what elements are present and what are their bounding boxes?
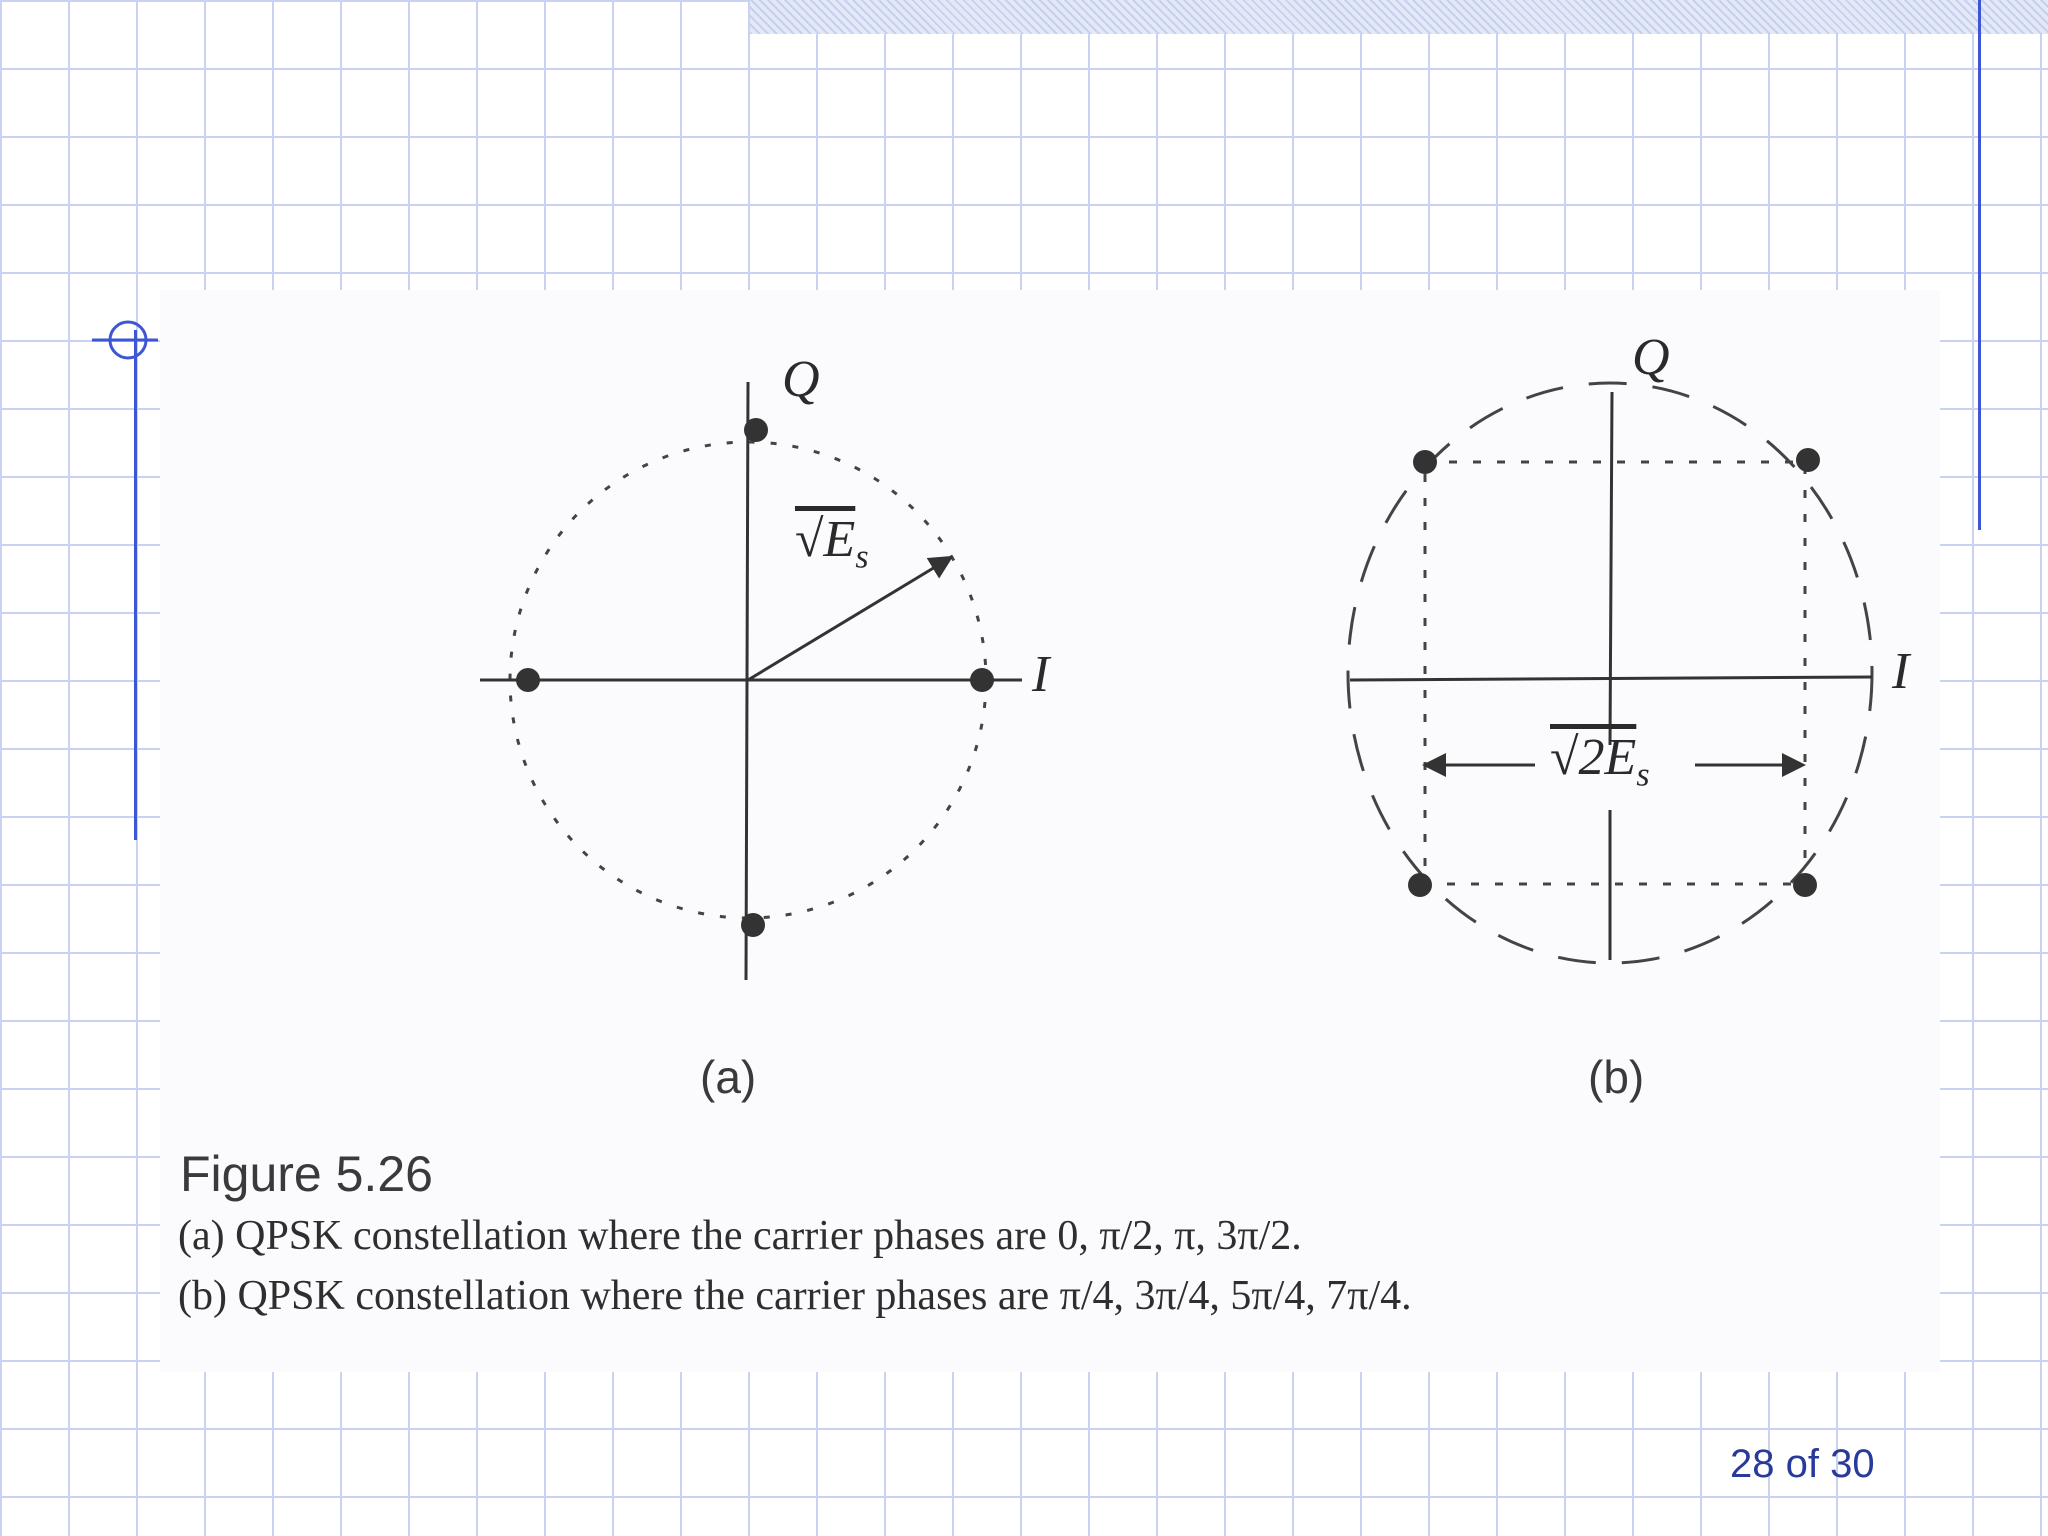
- figure-caption-title: Figure 5.26: [180, 1146, 433, 1202]
- diagram-a-q-axis: [746, 382, 748, 980]
- diagram-b-point-5pi-4: [1408, 873, 1432, 897]
- diagram-a-i-label: I: [1032, 646, 1050, 703]
- diagram-a-radius-root: √E: [795, 511, 856, 568]
- decorative-header-band: [750, 0, 2048, 34]
- diagram-b-i-label: I: [1892, 643, 1910, 700]
- diagram-a-radius-label: [795, 510, 869, 576]
- diagram-b-q-axis-upper: [1610, 392, 1612, 745]
- diagram-b-distance-root: √2E: [1550, 729, 1637, 786]
- diagram-b-distance-subscript: s: [1636, 756, 1650, 794]
- diagram-a-sublabel: (a): [700, 1051, 757, 1103]
- diagram-a-q-label: Q: [782, 351, 820, 408]
- diagram-b-point-7pi-4: [1793, 873, 1817, 897]
- diagram-b-point-pi-4: [1796, 448, 1820, 472]
- diagram-a-point-0: [970, 668, 994, 692]
- accent-line-left: [134, 330, 137, 840]
- diagram-a-point-3pi-2: [741, 913, 765, 937]
- diagram-b: [1348, 383, 1872, 963]
- constellation-diagrams: [160, 290, 1940, 1070]
- diagram-b-point-3pi-4: [1413, 450, 1437, 474]
- page-number: 28 of 30: [1730, 1442, 1875, 1486]
- diagram-a-point-pi-2: [744, 418, 768, 442]
- diagram-b-q-label: Q: [1632, 329, 1670, 386]
- figure-caption-line-a: (a) QPSK constellation where the carrier phases are 0, π/2, π, 3π/2.: [178, 1213, 1302, 1259]
- diagram-b-sublabel: (b): [1588, 1051, 1645, 1103]
- diagram-b-dotted-square: [1425, 462, 1805, 884]
- diagram-b-distance-label: [1550, 728, 1650, 794]
- figure-caption-line-b: (b) QPSK constellation where the carrier phases are π/4, 3π/4, 5π/4, 7π/4.: [178, 1273, 1412, 1319]
- figure-panel: [160, 290, 1940, 1372]
- diagram-a-point-pi: [516, 668, 540, 692]
- accent-line-right: [1978, 0, 1981, 530]
- diagram-a: [480, 382, 1022, 980]
- crosshair-icon: [90, 310, 160, 370]
- diagram-a-radius-subscript: s: [855, 538, 869, 576]
